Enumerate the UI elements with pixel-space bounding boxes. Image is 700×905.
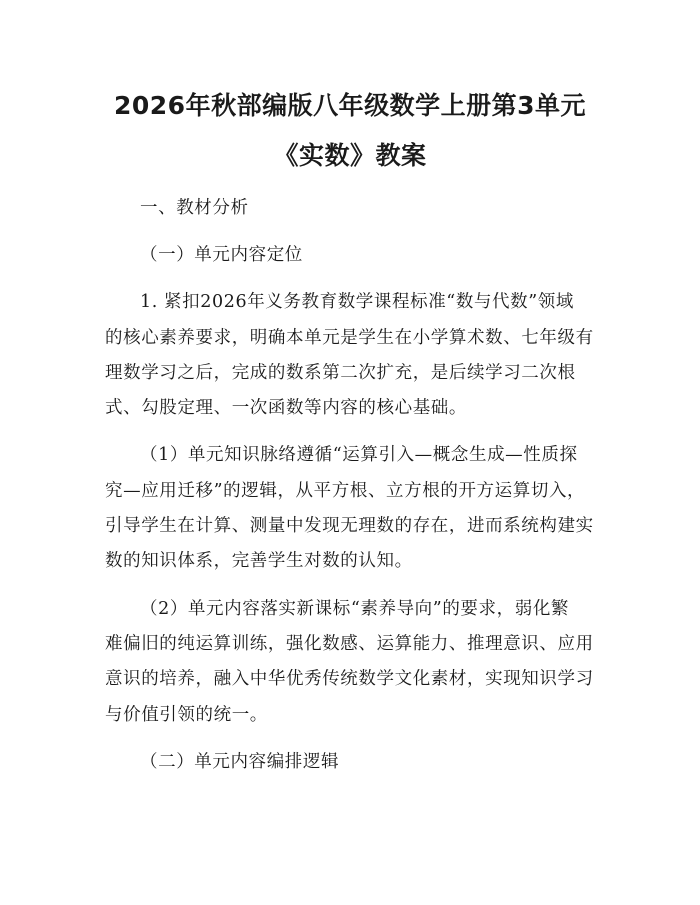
subsection-heading-unit-content-arrangement-logic: （二）单元内容编排逻辑	[140, 752, 340, 772]
document-title-line-2: 《实数》教案	[273, 141, 427, 170]
paragraph-line: （1）单元知识脉络遵循“运算引入—概念生成—性质探	[140, 445, 578, 465]
paragraph-line: 究—应用迁移”的逻辑，从平方根、立方根的开方运算切入，	[105, 481, 586, 501]
paragraph-line: 与价值引领的统一。	[105, 705, 268, 725]
paragraph-line: 的核心素养要求，明确本单元是学生在小学算术数、七年级有	[105, 328, 594, 348]
paragraph-line: 意识的培养，融入中华优秀传统数学文化素材，实现知识学习	[105, 669, 594, 689]
paragraph-line: （2）单元内容落实新课标“素养导向”的要求，弱化繁	[140, 599, 570, 619]
paragraph-line: 难偏旧的纯运算训练，强化数感、运算能力、推理意识、应用	[105, 634, 594, 654]
subsection-heading-unit-content-positioning: （一）单元内容定位	[140, 245, 303, 265]
paragraph-line: 数的知识体系，完善学生对数的认知。	[105, 551, 413, 571]
document-title-line-1: 2026年秋部编版八年级数学上册第3单元	[114, 91, 586, 120]
paragraph-line: 式、勾股定理、一次函数等内容的核心基础。	[105, 398, 467, 418]
paragraph-line: 理数学习之后，完成的数系第二次扩充，是后续学习二次根	[105, 363, 576, 383]
paragraph-line: 引导学生在计算、测量中发现无理数的存在，进而系统构建实	[105, 516, 594, 536]
paragraph-line: 1. 紧扣2026年义务教育数学课程标准“数与代数”领域	[140, 292, 574, 312]
section-heading-teaching-material-analysis: 一、教材分析	[140, 198, 249, 218]
